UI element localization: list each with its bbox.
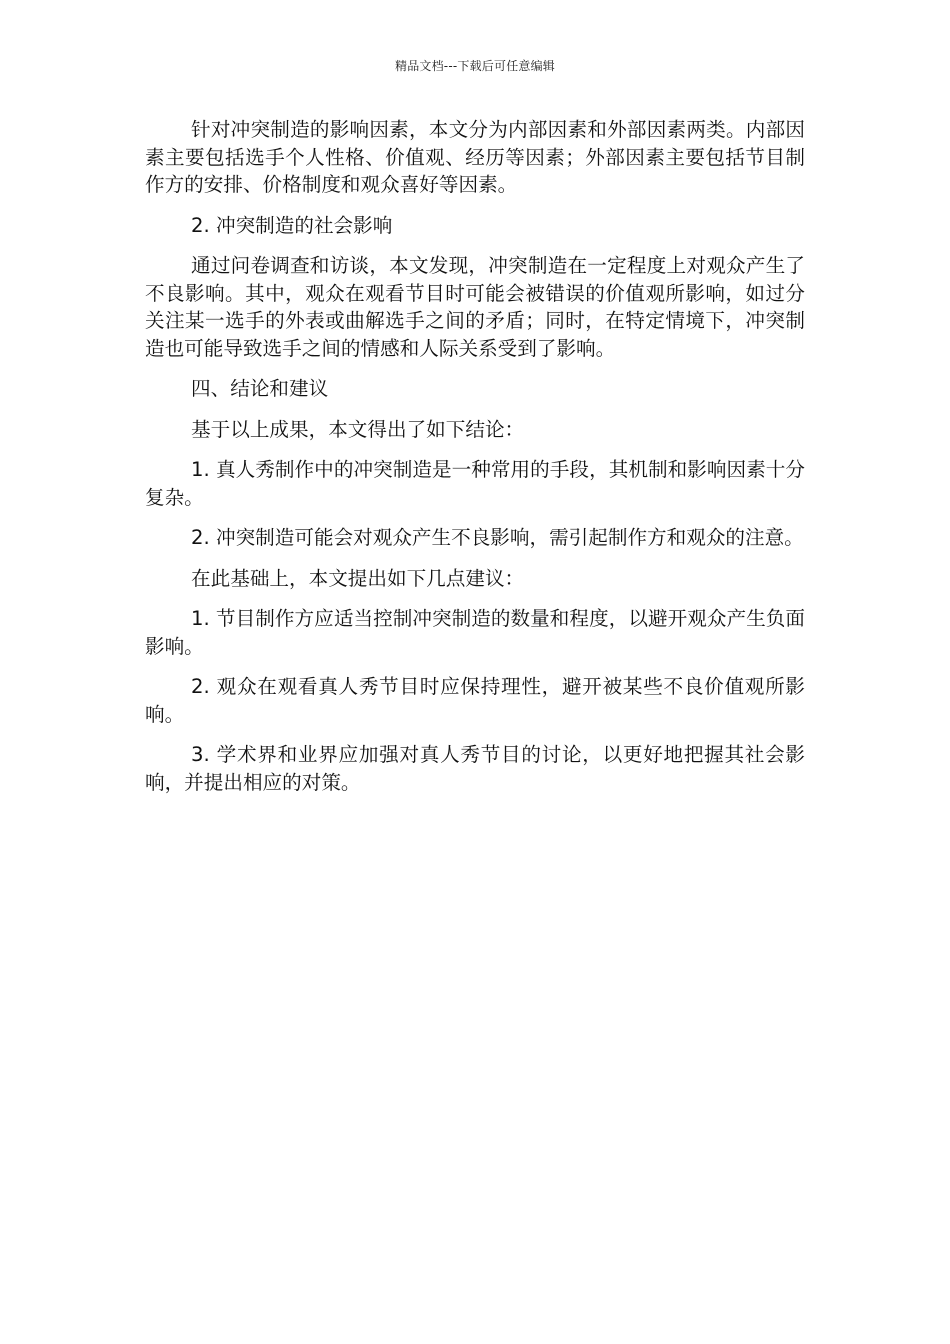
conclusion-item-1: 1. 真人秀制作中的冲突制造是一种常用的手段，其机制和影响因素十分复杂。 xyxy=(145,458,805,509)
page-header: 精品文档---下载后可任意编辑 xyxy=(395,59,555,73)
paragraph-influence-factors: 针对冲突制造的影响因素，本文分为内部因素和外部因素两类。内部因素主要包括选手个人性格、价值观、经历等因素；外部因素主要包括节目制作方的安排、价格制度和观众喜好等因素。 xyxy=(145,118,805,196)
section-heading-social-impact: 2. 冲突制造的社会影响 xyxy=(191,213,393,237)
suggestion-item-2: 2. 观众在观看真人秀节目时应保持理性，避开被某些不良价值观所影响。 xyxy=(145,675,805,726)
paragraph-suggestion-intro: 在此基础上，本文提出如下几点建议： xyxy=(191,566,525,590)
section-heading-conclusions: 四、结论和建议 xyxy=(191,377,329,400)
suggestion-item-1: 1. 节目制作方应适当控制冲突制造的数量和程度，以避开观众产生负面影响。 xyxy=(145,607,805,658)
paragraph-survey-findings: 通过问卷调查和访谈，本文发现，冲突制造在一定程度上对观众产生了不良影响。其中，观众在观看节目时可能会被错误的价值观所影响，如过分关注某一选手的外表或曲解选手之间的矛盾；同时，在特定情境下，冲突制造也可能导致选手之间的情感和人际关系受到了影响。 xyxy=(145,254,805,360)
document-body xyxy=(145,116,805,809)
conclusion-item-2: 2. 冲突制造可能会对观众产生不良影响，需引起制作方和观众的注意。 xyxy=(191,526,804,549)
paragraph-conclusion-intro: 基于以上成果，本文得出了如下结论： xyxy=(191,417,525,441)
suggestion-item-3: 3. 学术界和业界应加强对真人秀节目的讨论，以更好地把握其社会影响，并提出相应的对策。 xyxy=(145,743,805,794)
